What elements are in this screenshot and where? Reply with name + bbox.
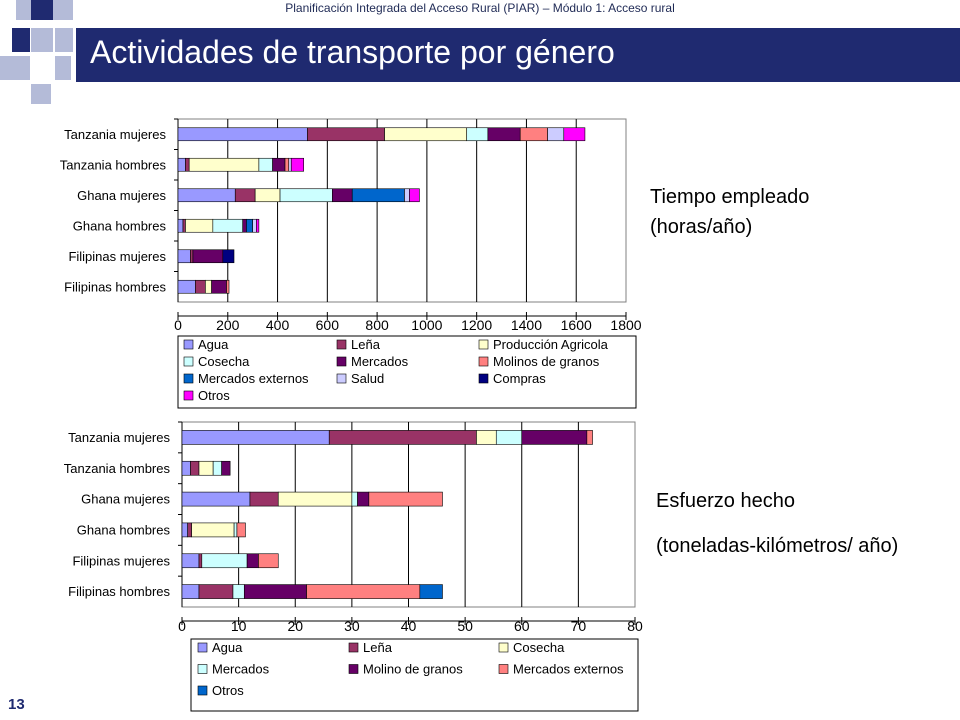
bar-segment — [192, 523, 234, 537]
bar-segment — [182, 430, 329, 444]
tick-label: 200 — [216, 317, 240, 333]
legend-swatch — [337, 340, 346, 349]
bar-segment — [476, 430, 496, 444]
legend-label: Otros — [212, 683, 244, 698]
legend-swatch — [184, 357, 193, 366]
bar-segment — [467, 128, 488, 141]
category-label: Filipinas mujeres — [68, 248, 166, 264]
legend-swatch — [479, 357, 488, 366]
legend-label: Mercados externos — [198, 371, 309, 386]
bar-segment — [190, 461, 198, 475]
bar-segment — [233, 585, 244, 599]
bar-segment — [199, 461, 213, 475]
bar-segment — [253, 219, 257, 232]
bar-segment — [259, 158, 273, 171]
bar-segment — [183, 219, 185, 232]
chart-1 — [60, 119, 642, 408]
tick-label: 20 — [287, 618, 304, 634]
tick-label: 80 — [627, 618, 643, 634]
effort-label-line2: (toneladas-kilómetros/ año) — [656, 535, 899, 557]
bar-segment — [178, 189, 235, 202]
tick-label: 1400 — [510, 317, 543, 333]
bar-segment — [255, 189, 280, 202]
bar-segment — [178, 219, 183, 232]
bar-segment — [247, 554, 258, 568]
legend-label: Molino de granos — [363, 661, 463, 677]
bar-segment — [385, 128, 467, 141]
bar-segment — [234, 523, 237, 537]
legend-swatch — [184, 374, 193, 383]
legend-label: Salud — [351, 371, 385, 386]
bar-segment — [182, 461, 190, 475]
effort-label-line1: Esfuerzo hecho — [656, 490, 795, 512]
bar-segment — [488, 128, 520, 141]
tick-label: 400 — [265, 317, 290, 333]
page-title: Actividades de transporte por género — [90, 34, 615, 70]
time-label-line1: Tiempo empleado — [650, 186, 810, 208]
bar-segment — [307, 128, 384, 141]
category-label: Ghana hombres — [76, 522, 170, 538]
category-label: Tanzania hombres — [63, 460, 170, 476]
bar-segment — [185, 219, 212, 232]
legend-swatch — [349, 643, 358, 652]
legend-label: Agua — [198, 337, 229, 352]
bar-segment — [212, 280, 227, 293]
bar-segment — [213, 219, 243, 232]
bar-segment — [185, 158, 189, 171]
time-label-line2: (horas/año) — [650, 216, 753, 238]
legend-label: Compras — [493, 371, 546, 386]
tick-label: 1800 — [610, 317, 642, 333]
tick-label: 1200 — [461, 317, 493, 333]
legend-label: Cosecha — [513, 640, 565, 655]
bar-segment — [280, 189, 332, 202]
bar-segment — [273, 158, 285, 171]
legend-swatch — [499, 643, 508, 652]
bar-segment — [178, 250, 190, 263]
bar-segment — [307, 585, 420, 599]
bar-segment — [520, 128, 547, 141]
bar-segment — [189, 158, 259, 171]
legend-label: Otros — [198, 388, 230, 403]
bar-segment — [235, 189, 255, 202]
bar-segment — [182, 523, 188, 537]
legend-swatch — [337, 357, 346, 366]
category-label: Tanzania mujeres — [64, 126, 166, 142]
bar-segment — [291, 158, 303, 171]
tick-label: 0 — [174, 317, 182, 333]
bar-segment — [409, 189, 419, 202]
bar-segment — [195, 280, 205, 293]
bar-segment — [202, 554, 247, 568]
bar-segment — [256, 219, 258, 232]
legend-label: Mercados — [212, 661, 270, 677]
bar-segment — [587, 430, 593, 444]
bar-segment — [190, 250, 192, 263]
bar-segment — [289, 158, 291, 171]
tick-label: 30 — [344, 618, 360, 634]
bar-segment — [188, 523, 192, 537]
tick-label: 70 — [570, 618, 587, 634]
tick-label: 600 — [315, 317, 340, 333]
tick-label: 1000 — [411, 317, 443, 333]
bar-segment — [420, 585, 443, 599]
bar-segment — [178, 128, 307, 141]
bar-segment — [227, 280, 229, 293]
bar-segment — [369, 492, 443, 506]
category-label: Filipinas hombres — [68, 584, 170, 600]
category-label: Ghana mujeres — [81, 491, 170, 507]
bar-segment — [182, 554, 199, 568]
legend-swatch — [337, 374, 346, 383]
tick-label: 0 — [178, 618, 186, 634]
page-number: 13 — [8, 696, 25, 713]
bar-segment — [213, 461, 221, 475]
plot-area — [178, 119, 626, 302]
bar-segment — [178, 158, 185, 171]
tick-label: 50 — [457, 618, 473, 634]
category-label: Tanzania mujeres — [68, 429, 170, 445]
bar-segment — [222, 461, 230, 475]
bar-segment — [258, 554, 278, 568]
legend-swatch — [198, 665, 207, 674]
tick-label: 1600 — [560, 317, 592, 333]
bar-segment — [332, 189, 352, 202]
legend-label: Leña — [351, 337, 380, 352]
legend-swatch — [349, 665, 358, 674]
legend-label: Mercados externos — [513, 661, 624, 677]
legend-swatch — [479, 340, 488, 349]
tick-label: 10 — [230, 618, 247, 634]
legend-swatch — [499, 665, 508, 674]
legend-swatch — [198, 686, 207, 695]
category-label: Filipinas mujeres — [72, 553, 170, 569]
bar-segment — [182, 585, 199, 599]
category-label: Ghana mujeres — [77, 187, 166, 203]
legend-label: Cosecha — [198, 354, 250, 369]
bar-segment — [193, 250, 223, 263]
bar-segment — [278, 492, 352, 506]
legend-swatch — [479, 374, 488, 383]
legend-swatch — [184, 340, 193, 349]
bar-segment — [522, 430, 587, 444]
category-label: Ghana hombres — [72, 218, 166, 234]
bar-segment — [244, 585, 306, 599]
tick-label: 40 — [400, 618, 417, 634]
legend-label: Mercados — [351, 354, 409, 369]
bar-segment — [564, 128, 585, 141]
bar-segment — [182, 492, 250, 506]
presentation-subtitle: Planificación Integrada del Acceso Rural (PIAR) – Módulo 1: Acceso rural — [285, 1, 675, 15]
bar-segment — [352, 492, 358, 506]
bar-segment — [285, 158, 289, 171]
bar-segment — [223, 250, 234, 263]
bar-segment — [205, 280, 211, 293]
bar-segment — [404, 189, 409, 202]
bar-segment — [178, 280, 195, 293]
bar-segment — [358, 492, 369, 506]
bar-segment — [199, 554, 202, 568]
chart-2 — [64, 422, 643, 711]
legend-label: Molinos de granos — [493, 354, 600, 369]
bar-segment — [352, 189, 404, 202]
legend-label: Agua — [212, 640, 243, 655]
legend-label: Producción Agricola — [493, 337, 608, 352]
tick-label: 60 — [513, 618, 530, 634]
category-label: Filipinas hombres — [64, 279, 166, 295]
bar-segment — [199, 585, 233, 599]
tick-label: 800 — [365, 317, 389, 333]
bar-segment — [246, 219, 252, 232]
category-label: Tanzania hombres — [59, 157, 166, 173]
bar-segment — [496, 430, 521, 444]
bar-segment — [548, 128, 564, 141]
legend-swatch — [184, 391, 193, 400]
bar-segment — [237, 523, 245, 537]
bar-segment — [329, 430, 476, 444]
legend-label: Leña — [363, 640, 392, 655]
legend-swatch — [198, 643, 207, 652]
bar-segment — [243, 219, 247, 232]
bar-segment — [250, 492, 278, 506]
